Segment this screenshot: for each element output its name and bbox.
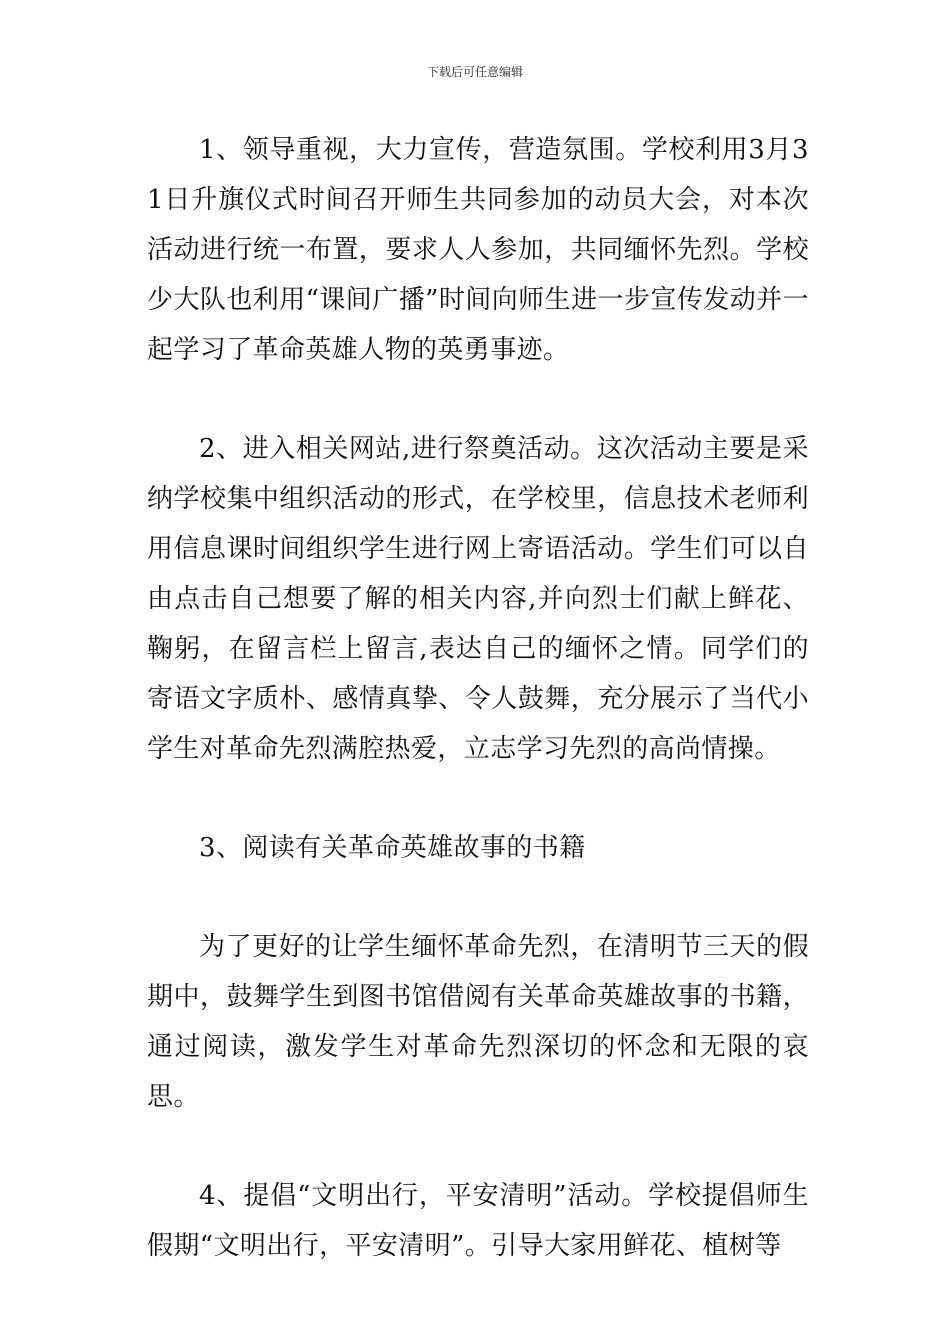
paragraph-gap xyxy=(147,1122,809,1171)
paragraph-4: 为了更好的让学生缅怀革命先烈，在清明节三天的假期中，鼓舞学生到图书馆借阅有关革命英雄故事的书籍，通过阅读，激发学生对革命先烈深切的怀念和无限的哀思。 xyxy=(147,932,809,1112)
paragraph-gap xyxy=(147,375,809,424)
document-body xyxy=(147,125,809,1271)
paragraph-gap xyxy=(147,873,809,922)
paragraph-1: 1、领导重视，大力宣传，营造氛围。学校利用3月31日升旗仪式时间召开师生共同参加的动员大会，对本次活动进行统一布置，要求人人参加，共同缅怀先烈。学校少大队也利用“课间广播”时间向师生进一步宣传发动并一起学习了革命英雄人物的英勇事迹。 xyxy=(147,135,809,365)
paragraph-gap xyxy=(147,774,809,823)
paragraph-2: 2、进入相关网站,进行祭奠活动。这次活动主要是采纳学校集中组织活动的形式，在学校里，信息技术老师利用信息课时间组织学生进行网上寄语活动。学生们可以自由点击自己想要了解的相关内容,并向烈士们献上鲜花、鞠躬，在留言栏上留言,表达自己的缅怀之情。同学们的寄语文字质朴、感情真挚、令人鼓舞，充分展示了当代小学生对革命先烈满腔热爱，立志学习先烈的高尚情操。 xyxy=(147,434,809,764)
paragraph-3: 3、阅读有关革命英雄故事的书籍 xyxy=(199,833,586,863)
page-header: 下载后可任意编辑 xyxy=(426,65,523,79)
paragraph-5: 4、提倡“文明出行，平安清明”活动。学校提倡师生假期“文明出行，平安清明”。引导大家用鲜花、植树等 xyxy=(147,1181,809,1261)
